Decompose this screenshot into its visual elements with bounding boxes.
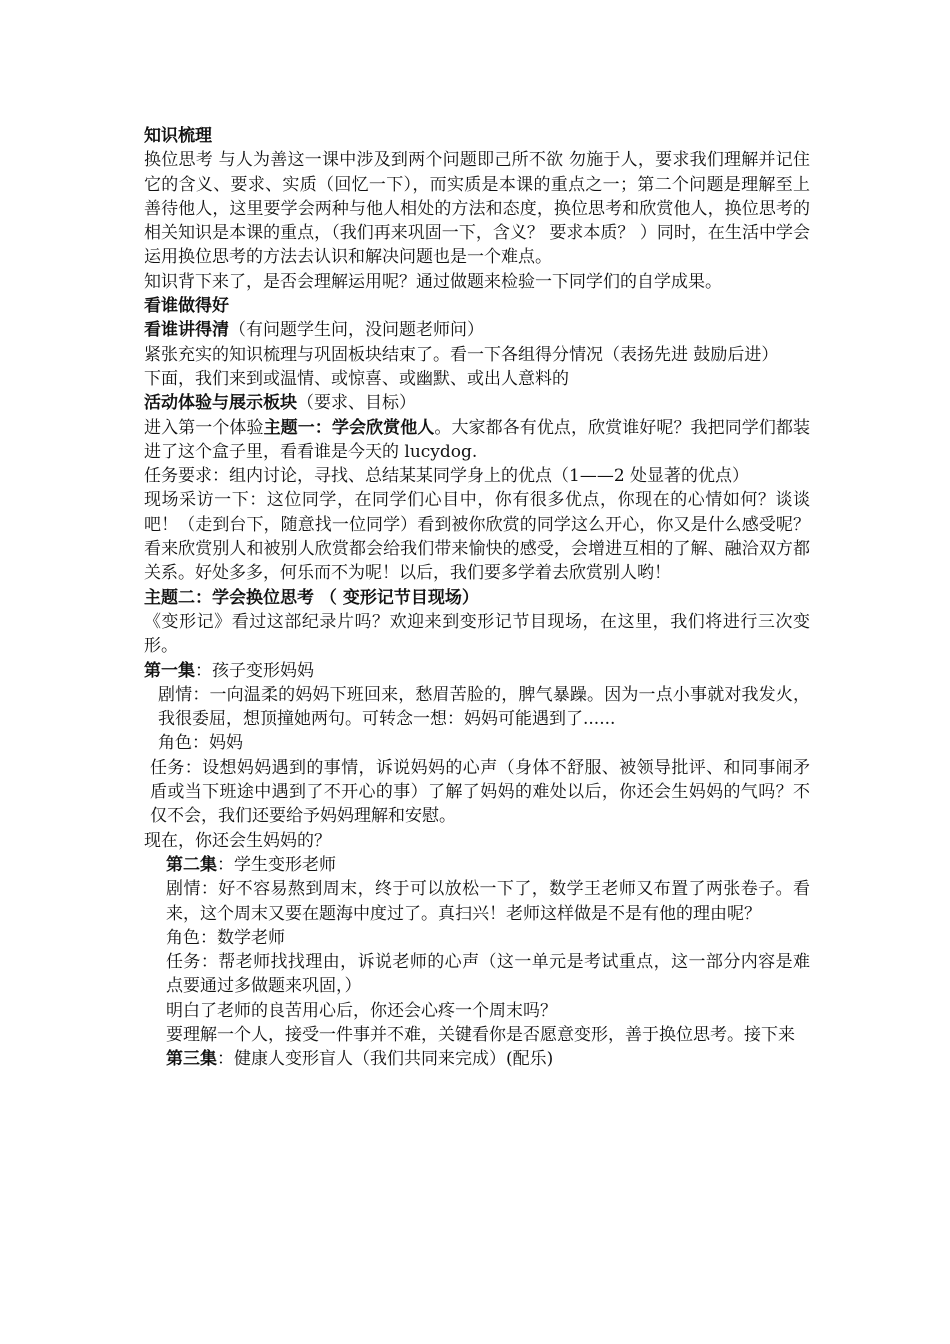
paragraph-text: 任务：帮老师找找理由，诉说老师的心声（这一单元是考试重点，这一部分内容是难点要通过多做题来巩固，） bbox=[166, 952, 810, 997]
paragraph bbox=[144, 124, 810, 148]
paragraph bbox=[144, 683, 810, 732]
paragraph bbox=[144, 586, 810, 610]
bold-heading: 看谁讲得清 bbox=[144, 320, 229, 341]
paragraph bbox=[144, 416, 810, 465]
paragraph bbox=[144, 148, 810, 269]
paragraph-text: 。大家都各有优点，欣赏谁好呢？我把同学们都装进了这个盒子里，看看谁是今天的 lucydog. bbox=[144, 417, 811, 462]
paragraph bbox=[144, 488, 810, 585]
bold-heading: 知识梳理 bbox=[144, 126, 212, 146]
paragraph-text: 明白了老师的良苦用心后，你还会心疼一个周末吗？ bbox=[166, 1000, 557, 1021]
paragraph bbox=[144, 1047, 810, 1071]
paragraph-text: （要求、目标） bbox=[297, 393, 416, 414]
paragraph bbox=[144, 853, 810, 877]
bold-heading: 主题一：学会欣赏他人 bbox=[263, 417, 435, 438]
bold-heading: 主题二：学会换位思考 （ 变形记节目现场） bbox=[144, 587, 479, 608]
bold-heading: 活动体验与展示板块 bbox=[144, 393, 297, 414]
bold-heading: 第二集 bbox=[166, 854, 217, 875]
paragraph-text: 下面，我们来到或温情、或惊喜、或幽默、或出人意料的 bbox=[144, 368, 569, 389]
paragraph-text: 任务：设想妈妈遇到的事情，诉说妈妈的心声（身体不舒服、被领导批评、和同事闹矛盾或当下班途中遇到了不开心的事）了解了妈妈的难处以后，你还会生妈妈的气吗？不仅不会，我们还要给予妈妈理解和安慰。 bbox=[150, 757, 810, 827]
paragraph-text: 角色：妈妈 bbox=[158, 733, 243, 754]
paragraph bbox=[144, 659, 810, 683]
paragraph bbox=[144, 391, 810, 415]
paragraph-text: 要理解一个人，接受一件事并不难，关键看你是否愿意变形，善于换位思考。接下来 bbox=[166, 1024, 795, 1045]
paragraph bbox=[144, 464, 810, 488]
bold-heading: 第三集 bbox=[166, 1049, 217, 1070]
paragraph-text: 剧情：好不容易熬到周末，终于可以放松一下了，数学王老师又布置了两张卷子。看来，这个周末又要在题海中度过了。真扫兴！老师这样做是不是有他的理由呢？ bbox=[166, 879, 810, 924]
paragraph-text: 现场采访一下：这位同学，在同学们心目中，你有很多优点，你现在的心情如何？谈谈吧！（走到台下，随意找一位同学）看到被你欣赏的同学这么开心，你又是什么感受呢？看来欣赏别人和被别人欣赏都会给我们带来愉快的感受，会增进互相的了解、融洽双方都关系。好处多多，何乐而不为呢！以后，我们要多学着去欣赏别人哟！ bbox=[144, 490, 810, 584]
paragraph bbox=[144, 343, 810, 367]
bold-heading: 看谁做得好 bbox=[144, 296, 229, 317]
paragraph bbox=[144, 270, 810, 294]
paragraph bbox=[144, 318, 810, 342]
paragraph-text: 《变形记》看过这部纪录片吗？欢迎来到变形记节目现场，在这里，我们将进行三次变形。 bbox=[144, 611, 810, 657]
paragraph-text: ：孩子变形妈妈 bbox=[195, 660, 314, 681]
paragraph-text: 任务要求：组内讨论，寻找、总结某某同学身上的优点（1——2 处显著的优点） bbox=[144, 466, 750, 487]
paragraph-text: 角色：数学老师 bbox=[166, 927, 285, 948]
paragraph bbox=[144, 877, 810, 926]
paragraph bbox=[144, 367, 810, 391]
paragraph bbox=[144, 1023, 810, 1047]
paragraph bbox=[144, 950, 810, 999]
paragraph bbox=[144, 926, 810, 950]
paragraph-text: ：学生变形老师 bbox=[217, 854, 336, 875]
paragraph-lead-text: 进入第一个体验 bbox=[144, 417, 264, 438]
paragraph bbox=[144, 756, 810, 829]
paragraph-text: 紧张充实的知识梳理与巩固板块结束了。看一下各组得分情况（表扬先进 鼓励后进） bbox=[144, 344, 779, 365]
paragraph-text: 现在，你还会生妈妈的？ bbox=[144, 830, 331, 851]
document-body bbox=[144, 124, 810, 1072]
paragraph bbox=[144, 829, 810, 853]
paragraph bbox=[144, 610, 810, 659]
paragraph bbox=[144, 999, 810, 1023]
paragraph bbox=[144, 731, 810, 755]
paragraph bbox=[144, 294, 810, 318]
paragraph-text: 知识背下来了，是否会理解运用呢？通过做题来检验一下同学们的自学成果。 bbox=[144, 271, 722, 292]
paragraph-text: ：健康人变形盲人（我们共同来完成）(配乐) bbox=[217, 1049, 554, 1070]
paragraph-text: 剧情：一向温柔的妈妈下班回来，愁眉苦脸的，脾气暴躁。因为一点小事就对我发火，我很委屈，想顶撞她两句。可转念一想：妈妈可能遇到了...... bbox=[158, 684, 810, 730]
bold-heading: 第一集 bbox=[144, 660, 195, 681]
paragraph-text: 换位思考 与人为善这一课中涉及到两个问题即己所不欲 勿施于人，要求我们理解并记住它的含义、要求、实质（回忆一下），而实质是本课的重点之一；第二个问题是理解至上 善待他人，这里要学会两种与他人相处的方法和态度，换位思考和欣赏他人，换位思考的相关知识是本课的重点，（我们再来巩固一下，含义？ 要求本质？ ）同时，在生活中学会运用换位思考的方法去认识和解决问题也是一个难点。 bbox=[144, 150, 810, 268]
paragraph-text: （有问题学生问，没问题老师问） bbox=[229, 320, 484, 341]
